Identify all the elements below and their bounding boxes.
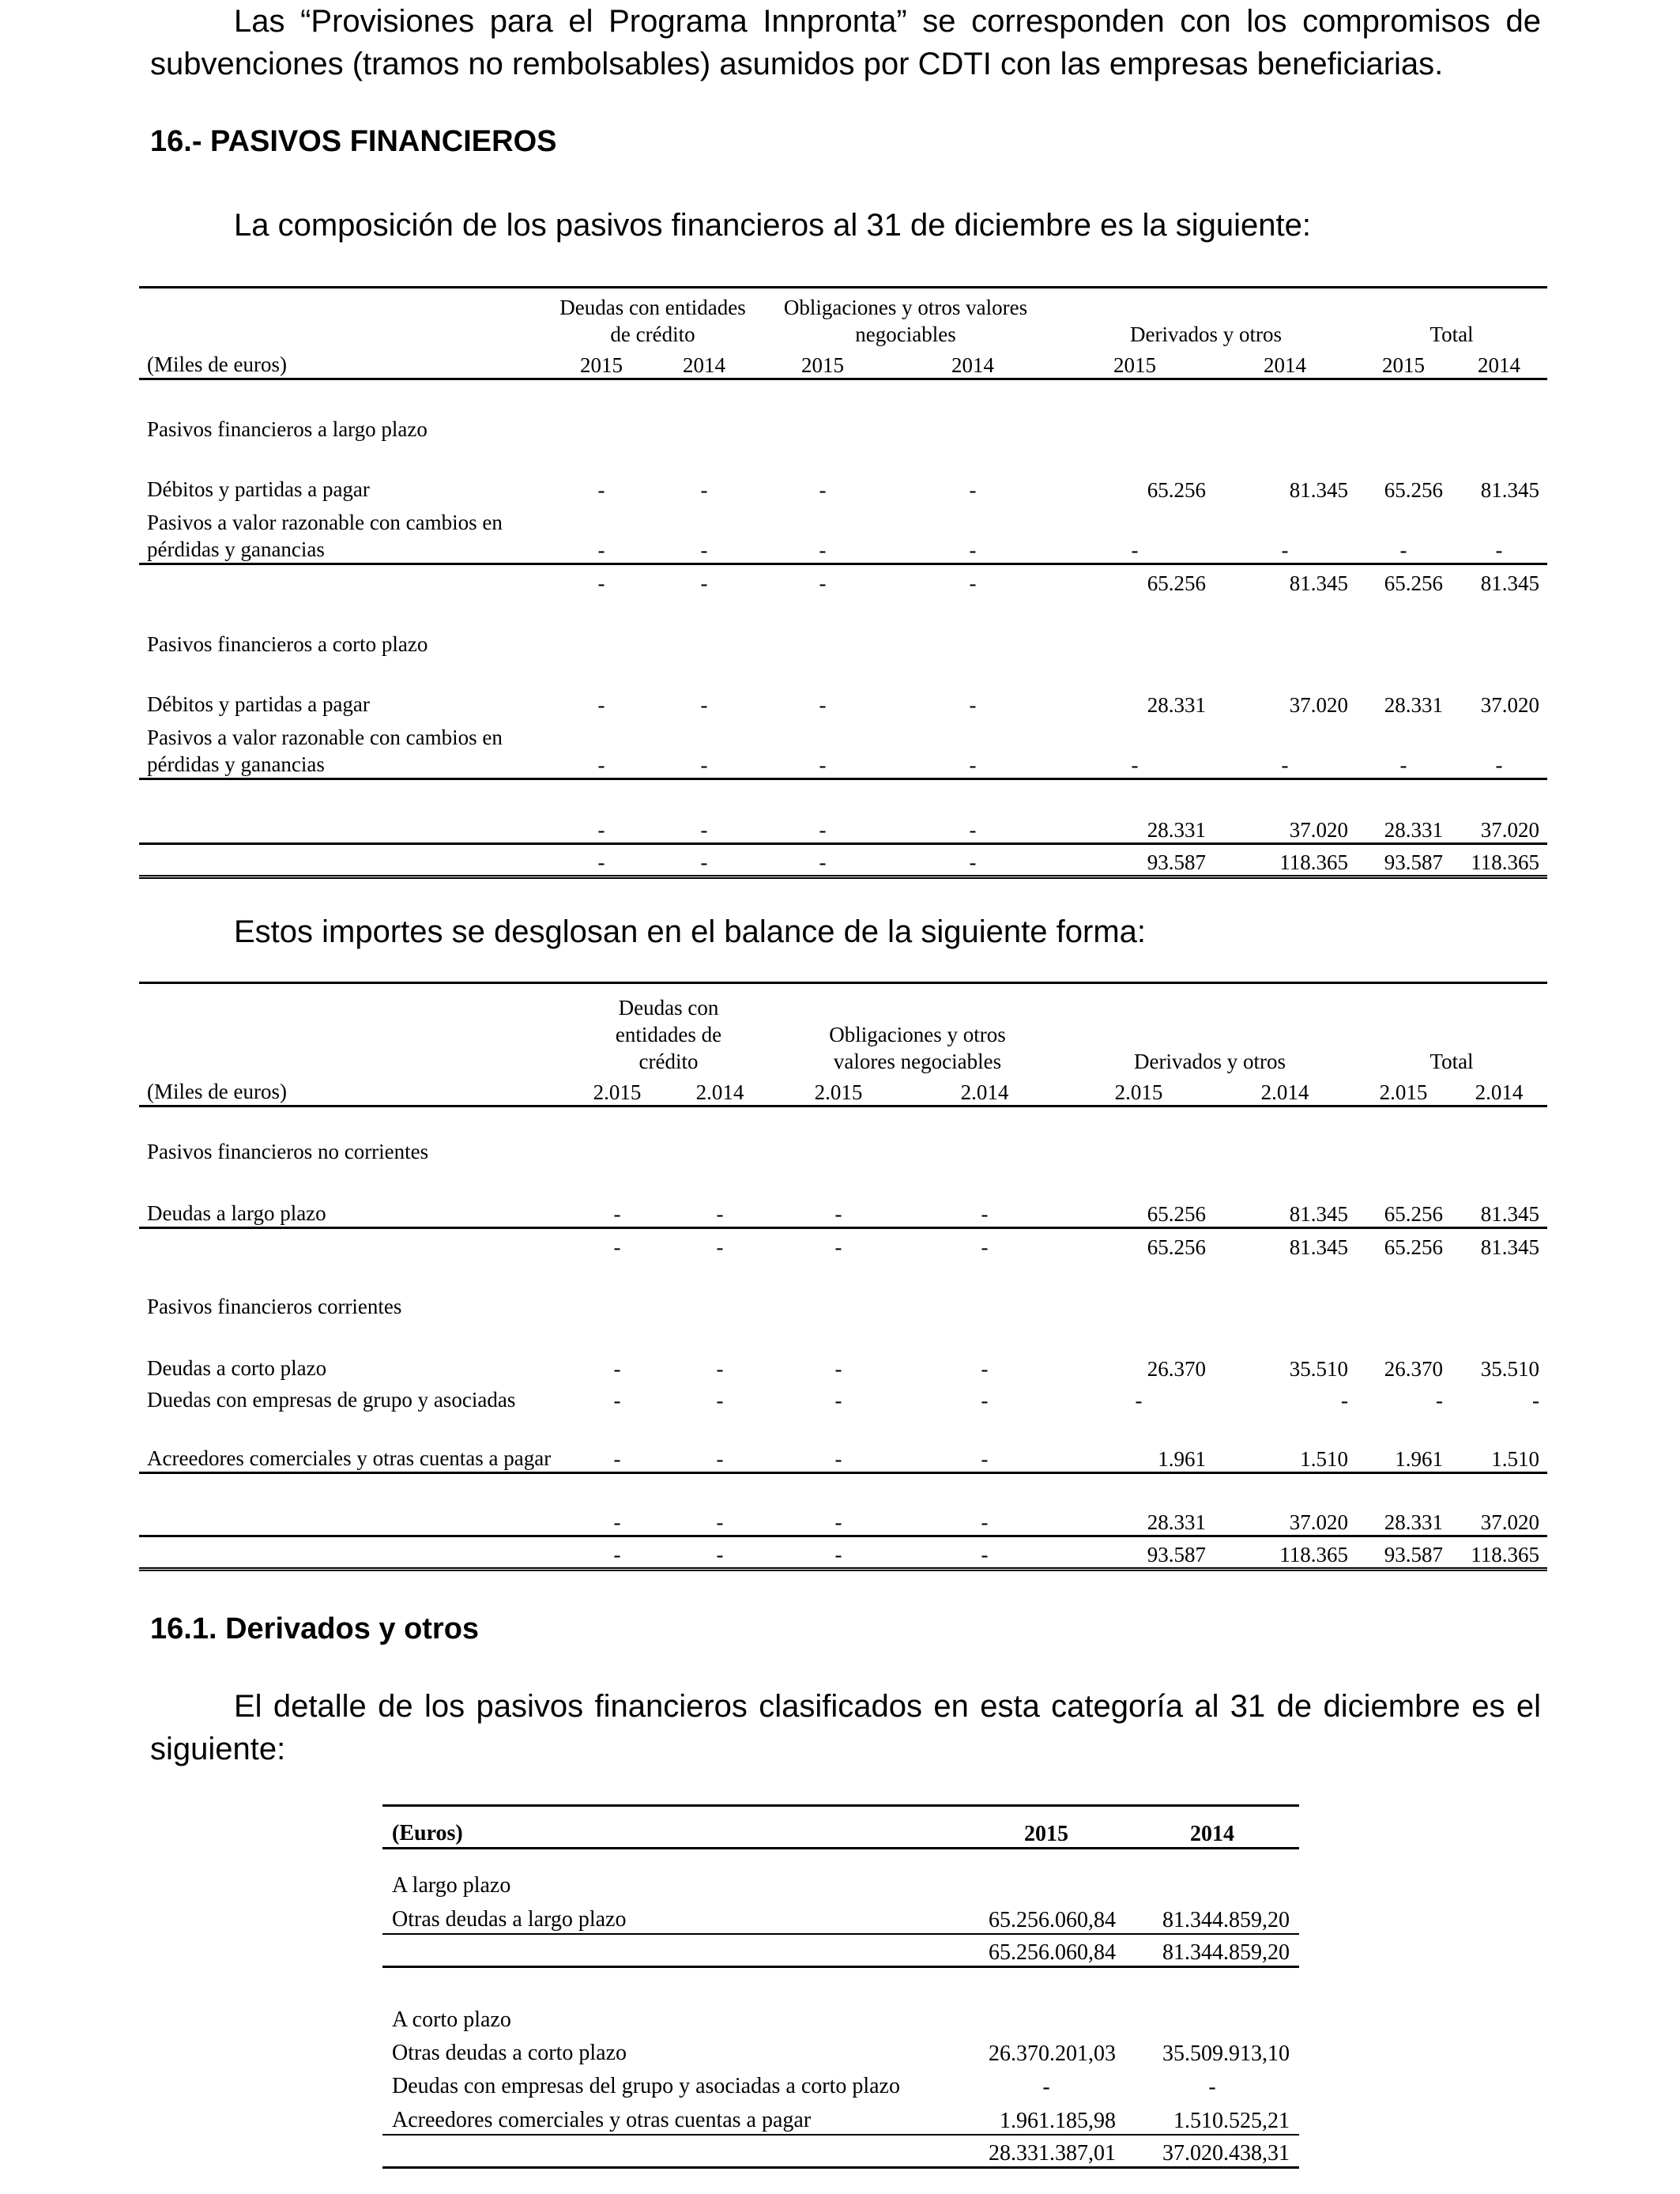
table-row	[139, 718, 1547, 779]
year-header: 2.015	[771, 1075, 906, 1106]
cell: 37.020	[1289, 692, 1349, 717]
cell: 65.256	[1356, 1165, 1451, 1228]
cell: -	[771, 1473, 906, 1536]
cell: 28.331	[1064, 1473, 1214, 1536]
cell: -	[1214, 718, 1356, 779]
year-header: 2.014	[1214, 1075, 1356, 1106]
cell: 81.345	[1289, 1235, 1349, 1259]
cell: 28.331	[1384, 692, 1444, 717]
cell: -	[669, 1413, 771, 1473]
table2-grand-total-row	[139, 1536, 1547, 1570]
cell: -	[716, 1235, 724, 1259]
cell: -	[969, 692, 977, 717]
cell: -	[906, 1165, 1064, 1228]
cell: 65.256	[1064, 1165, 1214, 1228]
cell: 1.961	[1356, 1413, 1451, 1473]
cell: -	[669, 1473, 771, 1536]
cell: 81.344.859,20	[1125, 1934, 1299, 1967]
table1-subtotal-row	[139, 779, 1547, 844]
cell: -	[716, 1388, 724, 1412]
cell: 35.509.913,10	[1162, 2041, 1290, 2066]
year-header: 2.014	[906, 1075, 1064, 1106]
cell: 26.370.201,03	[989, 2041, 1116, 2066]
cell: 81.345	[1289, 477, 1349, 502]
year-header: 2014	[890, 348, 1056, 379]
cell: -	[550, 718, 653, 779]
cell: -	[597, 571, 605, 595]
table-row	[139, 443, 1547, 503]
subsection-title: 16.1. Derivados y otros	[150, 1612, 480, 1646]
table2-group-header: Deudas con entidades de crédito	[566, 983, 771, 1075]
cell: -	[550, 503, 653, 564]
cell: -	[653, 844, 755, 877]
cell: 37.020	[1214, 1473, 1356, 1536]
cell: -	[906, 1473, 1064, 1536]
cell: 28.331	[1356, 779, 1451, 844]
section-title: 16.- PASIVOS FINANCIEROS	[150, 125, 557, 158]
cell: -	[819, 571, 827, 595]
row-label: Deudas con empresas del grupo y asociadas a corto plazo	[392, 2073, 900, 2098]
cell: 81.345	[1480, 1235, 1540, 1259]
cell: -	[566, 1473, 669, 1536]
table-row	[382, 2100, 1299, 2135]
cell: -	[613, 1235, 621, 1259]
table1-group-header: Obligaciones y otros valores negociables	[755, 288, 1056, 348]
cell: 81.345	[1451, 1165, 1547, 1228]
table3-subtotal-row	[382, 2135, 1299, 2168]
table3-subtotal-row	[382, 1934, 1299, 1967]
cell: 118.365	[1214, 844, 1356, 877]
section-label: Pasivos financieros a corto plazo	[147, 631, 428, 656]
cell: -	[819, 477, 827, 502]
table3-section-title-row	[382, 1849, 1299, 1899]
year-header: 2.015	[1064, 1075, 1214, 1106]
cell: -	[890, 844, 1056, 877]
cell: 1.510	[1451, 1413, 1547, 1473]
cell: -	[1532, 1388, 1540, 1412]
table1-unit-label: (Miles de euros)	[139, 348, 550, 379]
table-row	[382, 2067, 1299, 2100]
cell: -	[1436, 1388, 1444, 1412]
cell: 118.365	[1451, 1536, 1547, 1570]
cell: 26.370	[1147, 1356, 1207, 1381]
cell: -	[1214, 503, 1356, 564]
cell: -	[755, 503, 890, 564]
cell: 28.331	[1056, 779, 1214, 844]
cell: -	[1451, 503, 1547, 564]
intro-paragraph: Las “Provisiones para el Programa Innpronta” se corresponden con los compromisos de subvenciones (tramos no rembolsables) asumidos por CDTI con las empresas beneficiarias.	[150, 4, 1541, 81]
table-row	[382, 2034, 1299, 2067]
year-header: 2.014	[1451, 1075, 1547, 1106]
cell: 1.510.525,21	[1125, 2100, 1299, 2135]
cell: -	[1356, 718, 1451, 779]
section-label: Pasivos financieros corrientes	[147, 1294, 402, 1318]
cell: -	[550, 844, 653, 877]
table1-group-header-row	[139, 288, 1547, 348]
table1-subtotal-row	[139, 564, 1547, 596]
cell: 35.510	[1289, 1356, 1349, 1381]
row-label: Débitos y partidas a pagar	[147, 477, 370, 501]
cell: 65.256.060,84	[967, 1934, 1125, 1967]
cell: -	[597, 477, 605, 502]
cell: -	[969, 477, 977, 502]
cell: 65.256	[1384, 477, 1444, 502]
year-header: 2.014	[669, 1075, 771, 1106]
cell: 65.256	[1147, 1235, 1207, 1259]
table2-section-title-row	[139, 1260, 1547, 1320]
table1-group-header: Derivados y otros	[1056, 288, 1356, 348]
row-label: Deudas a corto plazo	[147, 1355, 327, 1380]
section-label: A corto plazo	[392, 2007, 511, 2032]
paragraph-detail: El detalle de los pasivos financieros clasificados en esta categoría al 31 de diciembre es el siguiente:	[150, 1689, 1541, 1766]
row-label: Deudas a largo plazo	[139, 1165, 566, 1228]
cell: 65.256	[1147, 571, 1207, 595]
cell: -	[1341, 1388, 1349, 1412]
cell: -	[566, 1165, 669, 1228]
cell: 26.370	[1384, 1356, 1444, 1381]
derivatives-detail-table	[382, 1804, 1299, 2169]
cell: -	[1042, 2074, 1050, 2099]
cell: -	[700, 477, 708, 502]
year-header: 2015	[1356, 348, 1451, 379]
table1-grand-total-row	[139, 844, 1547, 877]
row-label: Pasivos a valor razonable con cambios en pérdidas y ganancias	[139, 503, 550, 564]
year-header: 2014	[1125, 1806, 1299, 1849]
row-label: Débitos y partidas a pagar	[147, 692, 370, 716]
cell: -	[834, 1235, 842, 1259]
table2-year-header-row	[139, 1075, 1547, 1106]
cell: -	[669, 1165, 771, 1228]
cell: -	[755, 779, 890, 844]
cell: 81.345	[1214, 1165, 1356, 1228]
cell: -	[755, 844, 890, 877]
table1-section-title-row	[139, 596, 1547, 658]
year-header: 2015	[967, 1806, 1125, 1849]
section-label: Pasivos financieros no corrientes	[147, 1139, 429, 1163]
cell: 93.587	[1356, 844, 1451, 877]
cell: 93.587	[1056, 844, 1214, 877]
cell: 37.020.438,31	[1125, 2135, 1299, 2168]
year-header: 2014	[653, 348, 755, 379]
cell: 81.345	[1480, 571, 1540, 595]
cell: -	[1451, 718, 1547, 779]
cell: 1.510	[1214, 1413, 1356, 1473]
cell: -	[834, 1388, 842, 1412]
section-label: Pasivos financieros a largo plazo	[147, 417, 428, 441]
cell: -	[771, 1165, 906, 1228]
cell: -	[906, 1536, 1064, 1570]
table-row	[139, 503, 1547, 564]
cell: -	[566, 1536, 669, 1570]
cell: -	[550, 779, 653, 844]
cell: -	[890, 718, 1056, 779]
cell: -	[819, 692, 827, 717]
paragraph-balance-breakdown: Estos importes se desglosan en el balance de la siguiente forma:	[234, 914, 1147, 949]
year-header: 2.015	[566, 1075, 669, 1106]
table3-header-row	[382, 1806, 1299, 1849]
cell: -	[1356, 503, 1451, 564]
cell: -	[653, 779, 755, 844]
cell: 37.020	[1214, 779, 1356, 844]
year-header: 2014	[1214, 348, 1356, 379]
cell: -	[834, 1356, 842, 1381]
cell: 1.961.185,98	[967, 2100, 1125, 2135]
cell: -	[906, 1413, 1064, 1473]
cell: -	[700, 692, 708, 717]
cell: 28.331	[1356, 1473, 1451, 1536]
table-row	[139, 1413, 1547, 1473]
table2-group-header: Derivados y otros	[1064, 983, 1356, 1075]
table2-section-title-row	[139, 1106, 1547, 1165]
cell: 65.256	[1147, 477, 1207, 502]
cell: -	[890, 779, 1056, 844]
cell: -	[755, 718, 890, 779]
cell: 28.331.387,01	[967, 2135, 1125, 2168]
cell: -	[771, 1536, 906, 1570]
table2-group-header-row	[139, 983, 1547, 1075]
cell: 37.020	[1451, 779, 1547, 844]
cell: 28.331	[1147, 692, 1207, 717]
year-header: 2015	[1056, 348, 1214, 379]
table3-unit-label: (Euros)	[382, 1806, 967, 1849]
cell: 65.256	[1384, 571, 1444, 595]
row-label: Duedas con empresas de grupo y asociadas	[147, 1387, 516, 1412]
cell: -	[597, 692, 605, 717]
cell: -	[716, 1356, 724, 1381]
cell: 65.256.060,84	[967, 1899, 1125, 1934]
cell: 93.587	[1356, 1536, 1451, 1570]
table2-group-header: Obligaciones y otros valores negociables	[771, 983, 1064, 1075]
row-label: Acreedores comerciales y otras cuentas a pagar	[382, 2100, 967, 2135]
table2-group-header: Total	[1356, 983, 1547, 1075]
cell: -	[613, 1356, 621, 1381]
year-header: 2015	[550, 348, 653, 379]
cell: -	[669, 1536, 771, 1570]
table1-group-header: Deudas con entidades de crédito	[550, 288, 755, 348]
cell: 81.345	[1289, 571, 1349, 595]
cell: 93.587	[1064, 1536, 1214, 1570]
table-row	[382, 1899, 1299, 1934]
table1-group-header: Total	[1356, 288, 1547, 348]
cell: 37.020	[1480, 692, 1540, 717]
cell: -	[1208, 2074, 1216, 2099]
row-label: Acreedores comerciales y otras cuentas a pagar	[139, 1413, 566, 1473]
cell: -	[771, 1413, 906, 1473]
cell: -	[566, 1413, 669, 1473]
cell: -	[981, 1235, 989, 1259]
table-row	[139, 1382, 1547, 1413]
cell: -	[700, 571, 708, 595]
table2-unit-label: (Miles de euros)	[139, 1075, 566, 1106]
cell: 1.961	[1064, 1413, 1214, 1473]
year-header: 2014	[1451, 348, 1547, 379]
cell: -	[1056, 718, 1214, 779]
balance-breakdown-table	[139, 982, 1547, 1571]
table-row	[139, 658, 1547, 718]
cell: -	[981, 1356, 989, 1381]
table3-section-title-row	[382, 1967, 1299, 2034]
cell: -	[653, 503, 755, 564]
cell: -	[981, 1388, 989, 1412]
table1-section-title-row	[139, 379, 1547, 443]
cell: -	[613, 1388, 621, 1412]
cell: 65.256	[1384, 1235, 1444, 1259]
table-row	[139, 1165, 1547, 1228]
cell: -	[653, 718, 755, 779]
table-row	[139, 1320, 1547, 1382]
row-label: Otras deudas a largo plazo	[382, 1899, 967, 1934]
row-label: Otras deudas a corto plazo	[392, 2040, 627, 2065]
year-header: 2015	[755, 348, 890, 379]
cell: -	[1056, 503, 1214, 564]
row-label: Pasivos a valor razonable con cambios en pérdidas y ganancias	[139, 718, 550, 779]
section-label: A largo plazo	[392, 1872, 511, 1898]
table1-year-header-row	[139, 348, 1547, 379]
cell: 35.510	[1480, 1356, 1540, 1381]
cell: -	[969, 571, 977, 595]
cell: 81.345	[1480, 477, 1540, 502]
financial-liabilities-composition-table	[139, 286, 1547, 879]
cell: 81.344.859,20	[1125, 1899, 1299, 1934]
cell: -	[890, 503, 1056, 564]
table2-subtotal-row	[139, 1228, 1547, 1260]
cell: 118.365	[1451, 844, 1547, 877]
table2-subtotal-row	[139, 1473, 1547, 1536]
cell: 118.365	[1214, 1536, 1356, 1570]
paragraph-composition: La composición de los pasivos financieros al 31 de diciembre es la siguiente:	[234, 208, 1311, 243]
cell: -	[1135, 1388, 1143, 1412]
year-header: 2.015	[1356, 1075, 1451, 1106]
cell: 37.020	[1451, 1473, 1547, 1536]
